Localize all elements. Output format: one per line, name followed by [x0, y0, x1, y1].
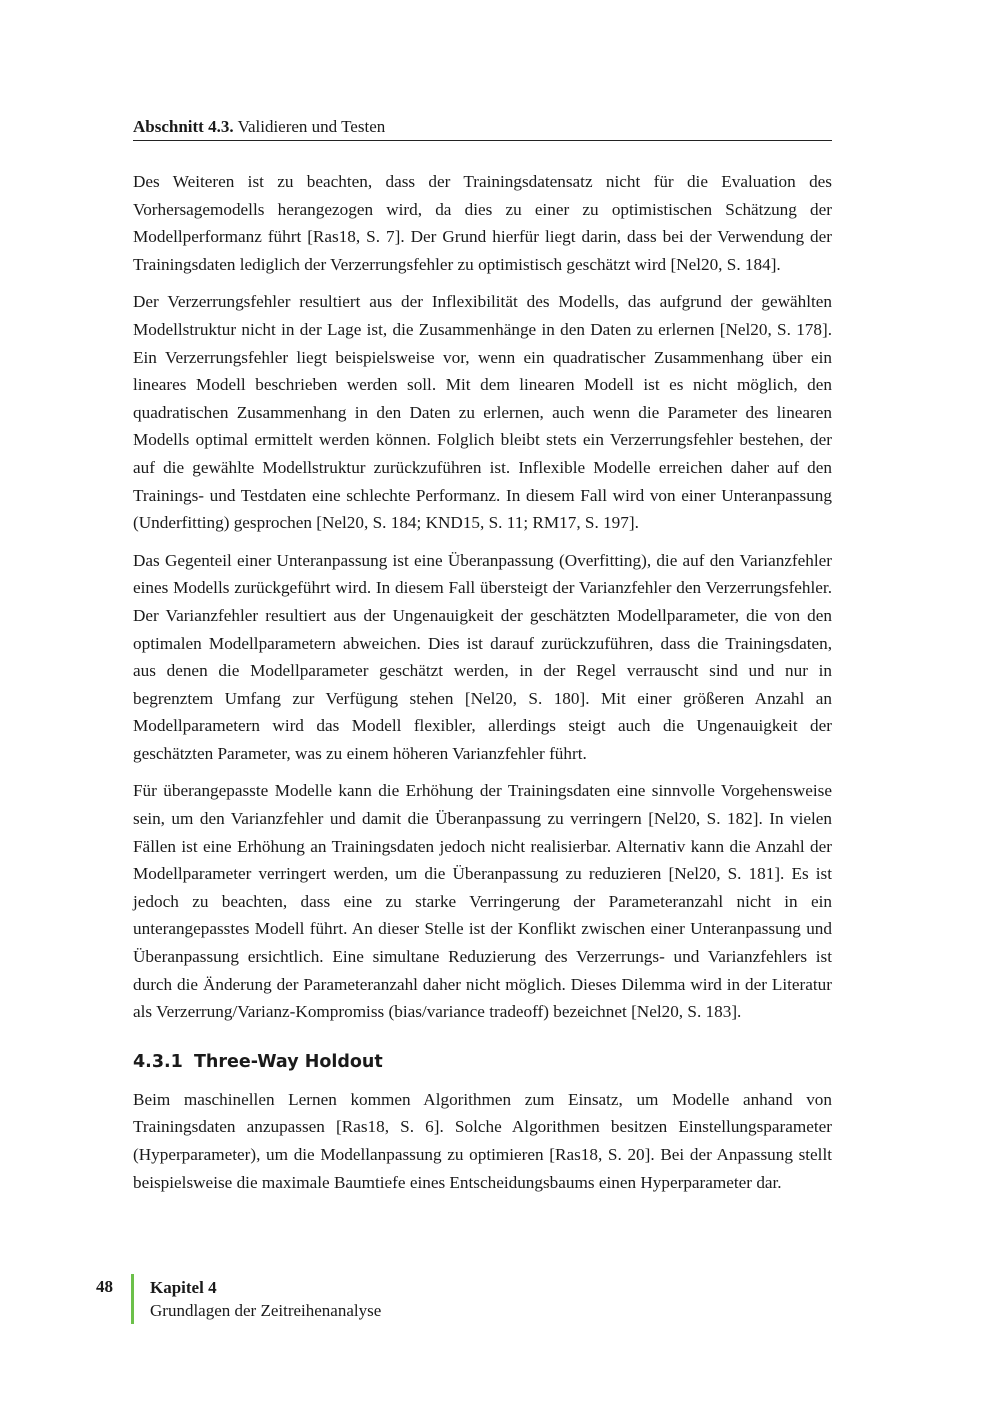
paragraph: Für überangepasste Modelle kann die Erhöhung der Trainingsdaten eine sinnvolle Vorgehensweise sein, um den Varianzfehler und damit die Überanpassung zu verringern [Nel20, S. 182]. In vielen Fällen ist eine Erhöhung an Trainingsdaten jedoch nicht realisierbar. Alternativ kann die Anzahl der Modellparameter verringert werden, um die Überanpassung zu reduzieren [Nel20, S. 181]. Es ist jedoch zu beachten, dass eine zu starke Verringerung der Parameteranzahl nicht in ein unterangepasstes Modell führt. An dieser Stelle ist der Konflikt zwischen einer Unteranpassung und Überanpassung ersichtlich. Eine simultane Reduzierung des Verzerrungs- und Varianzfehlers ist durch die Änderung der Parameteranzahl daher nicht möglich. Dieses Dilemma wird in der Literatur als Verzerrung/Varianz-Kompromiss (bias/variance tradeoff) bezeichnet [Nel20, S. 183]. [133, 781, 832, 1022]
paragraph: Das Gegenteil einer Unteranpassung ist eine Überanpassung (Overfitting), die auf den Varianzfehler eines Modells zurückgeführt wird. In diesem Fall übersteigt der Varianzfehler den Verzerrungsfehler. Der Varianzfehler resultiert aus der Ungenauigkeit der geschätzten Modellparameter, die von den optimalen Modellparametern abweichen. Dies ist darauf zurückzuführen, dass die Trainingsdaten, aus denen die Modellparameter geschätzt werden, in der Regel verrauscht sind und nur in begrenztem Umfang zur Verfügung stehen [Nel20, S. 180]. Mit einer größeren Anzahl an Modellparametern wird das Modell flexibler, allerdings steigt auch die Ungenauigkeit der geschätzten Parameter, was zu einem höheren Varianzfehler führt. [133, 550, 832, 763]
running-header [133, 116, 832, 141]
body-text [133, 168, 832, 1206]
section-title: Validieren und Testen [237, 117, 386, 136]
paragraph: Des Weiteren ist zu beachten, dass der Trainingsdatensatz nicht für die Evaluation des Vorhersagemodells herangezogen wird, da dies zu einer zu optimistischen Schätzung der Modellperformanz führt [Ras18, S. 7]. Der Grund hierfür liegt darin, dass bei der Verwendung der Trainingsdaten lediglich der Verzerrungsfehler zu optimistisch geschätzt wird [Nel20, S. 184]. [133, 172, 832, 274]
chapter-title: Grundlagen der Zeitreihenanalyse [150, 1301, 382, 1320]
footer-accent-bar [131, 1274, 134, 1324]
page-number: 48 [96, 1277, 113, 1296]
subsection-number: 4.3.1 [133, 1051, 183, 1072]
paragraph: Beim maschinellen Lernen kommen Algorithmen zum Einsatz, um Modelle anhand von Trainingsdaten anzupassen [Ras18, S. 6]. Solche Algorithmen besitzen Einstellungsparameter (Hyperparameter), um die Modellanpassung zu optimieren [Ras18, S. 20]. Bei der Anpassung stellt beispielsweise die maximale Baumtiefe eines Entscheidungsbaums einen Hyperparameter dar. [133, 1089, 832, 1192]
chapter-block [150, 1276, 381, 1322]
subsection-title: Three-Way Holdout [194, 1051, 383, 1072]
paragraph: Der Verzerrungsfehler resultiert aus der Inflexibilität des Modells, das aufgrund der gewählten Modellstruktur nicht in der Lage ist, die Zusammenhänge in den Daten zu erlernen [Nel20, S. 178]. Ein Verzerrungsfehler liegt beispielsweise vor, wenn ein quadratischer Zusammenhang über ein lineares Modell beschrieben werden soll. Mit dem linearen Modell ist es nicht möglich, den quadratischen Zusammenhang in den Daten zu erlernen, auch wenn die Parameter des linearen Modells optimal ermittelt werden können. Folglich bleibt stets ein Verzerrungsfehler bestehen, der auf die gewählte Modellstruktur zurückzuführen ist. Inflexible Modelle erreichen daher auf den Trainings- und Testdaten eine schlechte Performanz. In diesem Fall wird von einer Unteranpassung (Underfitting) gesprochen [Nel20, S. 184; KND15, S. 11; RM17, S. 197]. [133, 292, 832, 533]
subsection-heading [133, 1050, 832, 1074]
chapter-label: Kapitel 4 [150, 1278, 217, 1297]
section-label: Abschnitt 4.3. [133, 117, 234, 136]
page-footer [0, 1274, 1000, 1326]
